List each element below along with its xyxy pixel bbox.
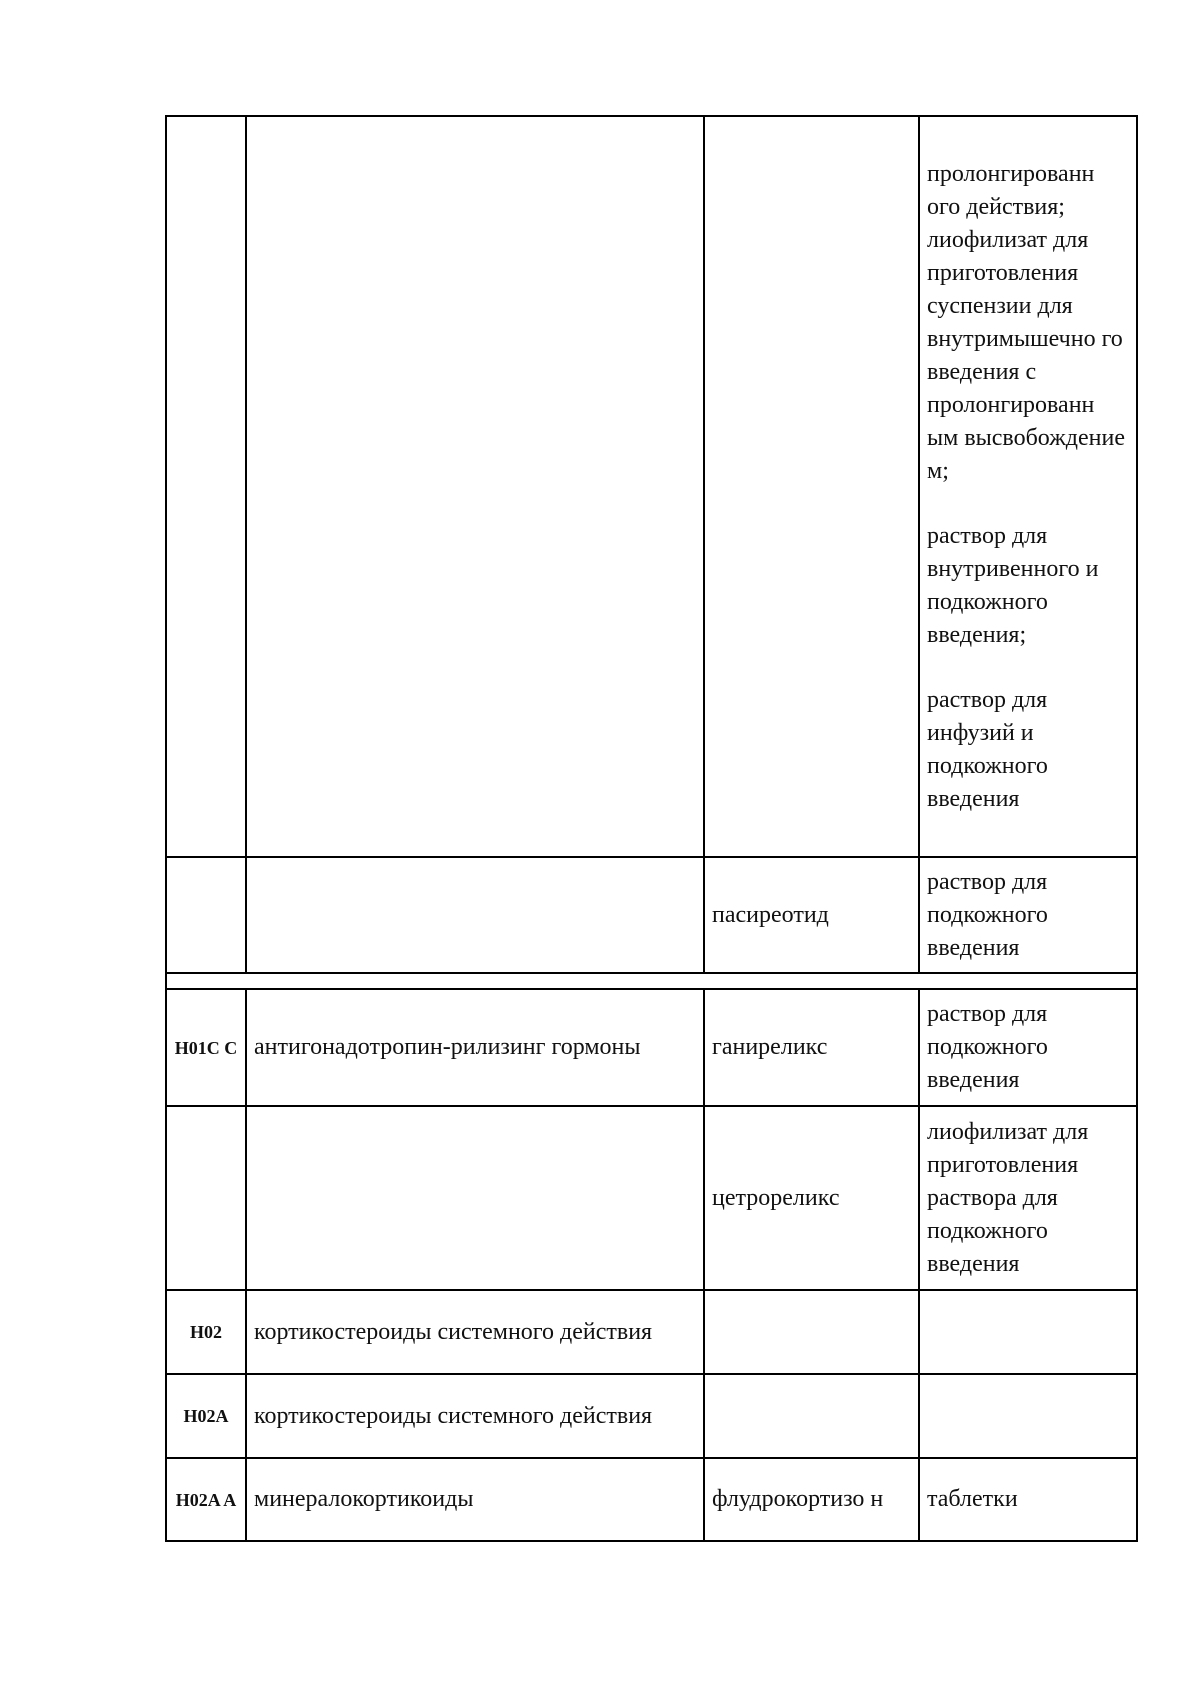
dosage-form-cell — [919, 1106, 1137, 1290]
drug-cell: пасиреотид — [704, 857, 919, 973]
drug-cell — [704, 1290, 919, 1374]
dosage-form-text: раствор для внутривенного и подкожного введения; — [927, 522, 1099, 648]
dosage-form-cell — [919, 857, 1137, 973]
dosage-form-text: раствор для подкожного введения — [927, 868, 1048, 961]
dosage-form-cell — [919, 1290, 1137, 1374]
drug-cell: флудрокортизо н — [704, 1458, 919, 1541]
dosage-form-text: таблетки — [927, 1486, 1018, 1512]
table-row — [166, 1458, 1137, 1541]
table-row — [166, 1106, 1137, 1290]
atc-code-cell: H01C C — [166, 989, 246, 1106]
group-cell: антигонадотропин-рилизинг гормоны — [246, 989, 704, 1106]
group-cell: кортикостероиды системного действия — [246, 1374, 704, 1458]
drug-table — [165, 115, 1138, 1542]
atc-code-cell: H02A — [166, 1374, 246, 1458]
atc-code-cell: H02A A — [166, 1458, 246, 1541]
group-cell — [246, 116, 704, 857]
drug-cell — [704, 1374, 919, 1458]
group-cell: минералокортикоиды — [246, 1458, 704, 1541]
atc-code-cell — [166, 857, 246, 973]
table-row — [166, 1290, 1137, 1374]
drug-cell: ганиреликс — [704, 989, 919, 1106]
dosage-form-cell — [919, 989, 1137, 1106]
table-row — [166, 116, 1137, 857]
table-row — [166, 1374, 1137, 1458]
drug-cell — [704, 116, 919, 857]
table-row — [166, 857, 1137, 973]
table-separator-row — [166, 973, 1137, 989]
atc-code-cell — [166, 1106, 246, 1290]
dosage-form-text: раствор для подкожного введения — [927, 1001, 1048, 1093]
dosage-form-text: лиофилизат для приготовления раствора для подкожного введения — [927, 1118, 1089, 1277]
dosage-form-cell — [919, 1374, 1137, 1458]
dosage-form-text: пролонгированн ого действия; лиофилизат для приготовления суспензии для внутримышечно го введения с пролонгированн ым высвобождение м; — [927, 160, 1125, 484]
atc-code-cell — [166, 116, 246, 857]
dosage-form-cell — [919, 1458, 1137, 1541]
dosage-form-cell — [919, 116, 1137, 857]
atc-code-cell: H02 — [166, 1290, 246, 1374]
group-cell — [246, 857, 704, 973]
group-cell — [246, 1106, 704, 1290]
drug-cell: цетрореликс — [704, 1106, 919, 1290]
table-row — [166, 989, 1137, 1106]
group-cell: кортикостероиды системного действия — [246, 1290, 704, 1374]
dosage-form-text: раствор для инфузий и подкожного введения — [927, 686, 1048, 812]
